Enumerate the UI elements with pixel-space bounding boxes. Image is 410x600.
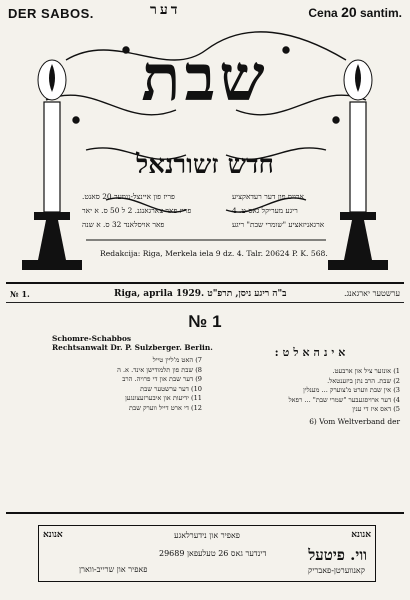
ad-factory: קאנווערטן-פאבריק — [308, 566, 365, 575]
masthead-ornament-letters: דער — [150, 2, 181, 18]
left-contents-list — [52, 356, 222, 414]
ad-address: דינדער גאס 26 טעלעפאן 29689 — [159, 549, 267, 558]
list-item: 10) דער ערשטער שבת — [140, 384, 202, 393]
ad-tagline: פאפיר און נידערלאגע — [174, 531, 240, 540]
price-info-1: פריז פון איינצל-נומער 20 סאנט. — [82, 192, 175, 201]
weltverband-item: 6) Vom Weltverband der — [309, 416, 400, 426]
list-item: 1) אונזער ציל און ארבעט. — [332, 367, 400, 375]
publisher-info-3: ארגאניזאציע "שומרי שבת" ריגע — [232, 220, 325, 229]
price-word: Cena — [308, 6, 338, 20]
list-item: 5) דאס איז די ענין — [352, 405, 400, 414]
list-item: 8) שבת פון תלמודישן אינד. א. ה — [117, 365, 202, 374]
schomre-heading: Schomre-Schabbos — [52, 334, 132, 343]
content-bottom-rule — [6, 512, 404, 514]
publisher-info-2: ריגע מעריקל גאס ט. 4 — [232, 206, 298, 215]
dateline-text: Riga, aprila 1929. ב"ה ריגע ניסן, תרפ"ט — [114, 289, 287, 299]
dateline-rule — [6, 302, 404, 303]
price-unit: santim. — [359, 6, 402, 20]
price-info-3: פאר אויסלאנד 32 ס. א שנה — [82, 220, 165, 229]
paper-name: DER SABOS. — [8, 6, 94, 21]
left-column — [52, 334, 222, 414]
ad-company-name: ווי. פיטעל — [308, 546, 367, 564]
advertisement-box — [38, 525, 376, 582]
publisher-info-1: ארויס פון דער רעדאקציע — [232, 192, 304, 201]
list-item: 9) דער שבת און די פרויה. הרב — [122, 375, 202, 384]
ad-products: פאפיר און שרייב-ווארן — [79, 565, 148, 574]
list-item: 3) אין שבת ווערט מ'צוערק ... מענלין — [303, 386, 400, 395]
issue-number: № 1 — [188, 312, 222, 331]
first-year-label: ערשטער יארגאנג. — [343, 289, 400, 298]
list-item: 12) די ארט דייל ווערק שבת — [129, 403, 202, 412]
list-item: 4) דער ארויסגעבער "שמרי שבת" ... רפאל — [288, 395, 400, 404]
issue-number-label: № 1. — [10, 289, 30, 299]
ad-corner-label-right: אנונא — [351, 530, 371, 540]
price-label — [308, 4, 402, 20]
price-info-2: פריז פאר צארגאנגנ. 2 ל 50 ס. א יאר — [82, 206, 192, 215]
right-contents-list — [222, 367, 400, 415]
masthead-title: שבת — [141, 41, 269, 116]
author-line: Rechtsanwalt Dr. P. Sulzberger. Berlin. — [52, 343, 213, 352]
list-item: 7) האט מ'ליין טייל — [152, 356, 202, 364]
list-item: 2) שבת. הרב נתן ביזענטאל. — [327, 376, 400, 385]
list-item: 11) ידיעות און איבערזעצונגען — [125, 394, 202, 403]
right-column — [222, 346, 400, 427]
masthead-subtitle: חדש זשורנאל — [136, 150, 274, 180]
contents-heading: אינהאלט: — [274, 346, 350, 359]
price-value: 20 — [341, 4, 357, 20]
redaction-address: Redakcija: Riga, Merkela iela 9 dz. 4. Talr. 20624 P. K. 568. — [100, 249, 328, 258]
ad-corner-label-left: אנונא — [43, 530, 63, 540]
masthead-bottom-rule — [6, 282, 404, 284]
